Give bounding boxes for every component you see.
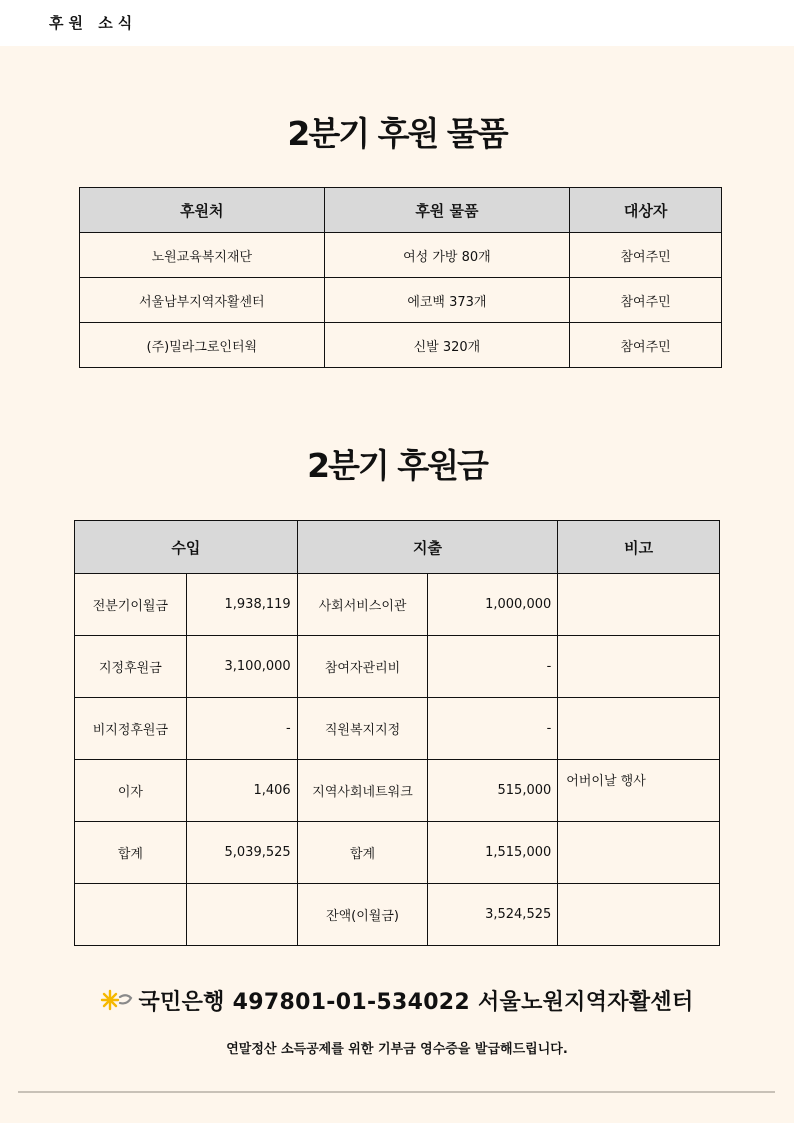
expense-value-cell: -	[428, 698, 558, 760]
goods-column-header-item: 후원 물품	[324, 188, 570, 233]
goods-column-header-sponsor: 후원처	[80, 188, 325, 233]
goods-column-header-recipient: 대상자	[570, 188, 722, 233]
donation-receipt-note: 연말정산 소득공제를 위한 기부금 영수증을 발급해드립니다.	[226, 1042, 568, 1057]
expense-label-cell: 사회서비스이관	[297, 574, 428, 636]
goods-sponsor-cell: (주)밀라그로인터웍	[80, 323, 325, 368]
income-label-cell: 지정후원금	[75, 636, 187, 698]
income-value-cell: 1,406	[186, 760, 297, 822]
bank-account-text: 국민은행 497801-01-534022 서울노원지역자활센터	[138, 990, 694, 1015]
expense-label-cell: 합계	[297, 822, 428, 884]
funds-section-title: 2분기 후원금	[307, 446, 487, 485]
expense-value-cell: -	[428, 636, 558, 698]
table-row	[80, 233, 722, 278]
expense-value-cell: 3,524,525	[428, 884, 558, 946]
expense-value-cell: 1,515,000	[428, 822, 558, 884]
note-cell	[558, 636, 720, 698]
goods-item-cell: 신발 320개	[324, 323, 570, 368]
income-value-cell: 1,938,119	[186, 574, 297, 636]
kb-star-logo-icon	[100, 989, 134, 1017]
income-value-cell: 5,039,525	[186, 822, 297, 884]
income-label-cell: 이자	[75, 760, 187, 822]
income-value-cell	[186, 884, 297, 946]
table-row	[75, 760, 720, 822]
income-label-cell	[75, 884, 187, 946]
top-bar	[0, 0, 794, 46]
funds-header-expense: 지출	[297, 521, 558, 574]
expense-value-cell: 515,000	[428, 760, 558, 822]
expense-label-cell: 참여자관리비	[297, 636, 428, 698]
table-row	[75, 822, 720, 884]
page-header-title: 후원 소식	[49, 14, 138, 32]
income-value-cell: -	[186, 698, 297, 760]
goods-recipient-cell: 참여주민	[570, 323, 722, 368]
table-row	[80, 278, 722, 323]
goods-recipient-cell: 참여주민	[570, 233, 722, 278]
note-cell	[558, 822, 720, 884]
table-row	[75, 574, 720, 636]
funds-header-income: 수입	[75, 521, 298, 574]
expense-label-cell: 지역사회네트워크	[297, 760, 428, 822]
goods-item-cell: 에코백 373개	[324, 278, 570, 323]
expense-label-cell: 직원복지지정	[297, 698, 428, 760]
goods-sponsor-cell: 서울남부지역자활센터	[80, 278, 325, 323]
income-label-cell: 비지정후원금	[75, 698, 187, 760]
goods-section-title: 2분기 후원 물품	[287, 114, 507, 153]
goods-table	[79, 187, 722, 368]
funds-header-note: 비고	[558, 521, 720, 574]
expense-value-cell: 1,000,000	[428, 574, 558, 636]
note-cell	[558, 884, 720, 946]
table-row	[75, 884, 720, 946]
income-label-cell: 전분기이월금	[75, 574, 187, 636]
note-cell	[558, 574, 720, 636]
goods-header-row	[80, 188, 722, 233]
income-label-cell: 합계	[75, 822, 187, 884]
bottom-divider	[18, 1091, 775, 1093]
note-cell: 어버이날 행사	[558, 760, 720, 822]
funds-header-row	[75, 521, 720, 574]
goods-sponsor-cell: 노원교육복지재단	[80, 233, 325, 278]
funds-table	[74, 520, 720, 946]
goods-recipient-cell: 참여주민	[570, 278, 722, 323]
income-value-cell: 3,100,000	[186, 636, 297, 698]
expense-label-cell: 잔액(이월금)	[297, 884, 428, 946]
goods-item-cell: 여성 가방 80개	[324, 233, 570, 278]
bank-account-line	[0, 985, 794, 1017]
table-row	[75, 698, 720, 760]
note-cell	[558, 698, 720, 760]
table-row	[80, 323, 722, 368]
table-row	[75, 636, 720, 698]
